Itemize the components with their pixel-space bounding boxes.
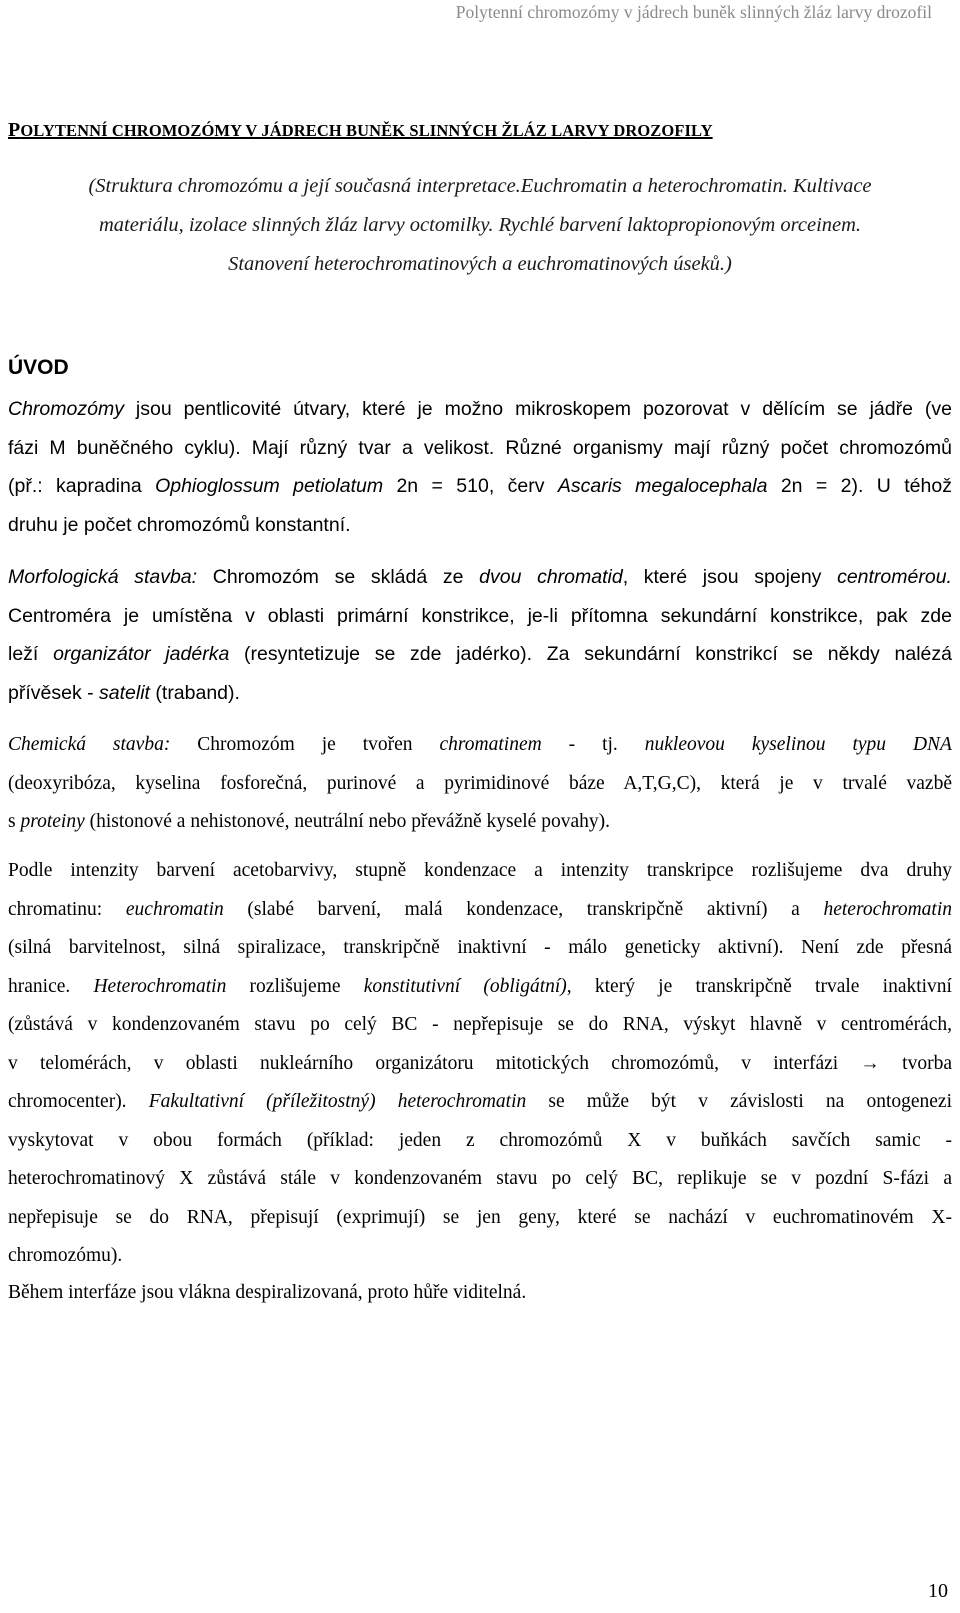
subtitle-line: materiálu, izolace slinných žláz larvy octomilky. Rychlé barvení laktopropionovým orceinem.: [98, 214, 862, 236]
text-line: [8, 1045, 952, 1084]
term: Morfologická stavba:: [8, 566, 198, 588]
text-line: [8, 968, 952, 1007]
term: Heterochromatin: [93, 975, 227, 997]
term: Fakultativní (příležitostný) heterochromatin: [148, 1091, 527, 1112]
term: dvou chromatid: [479, 566, 623, 588]
text-line: Centroméra je umístěna v oblasti primární konstrikce, je-li přítomna sekundární konstrikce, pak zde: [8, 604, 952, 627]
text: hranice.: [8, 975, 94, 997]
text-line: Během interfáze jsou vlákna despiralizovaná, proto hůře viditelná.: [8, 1281, 527, 1303]
text: (resyntetizuje se zde jadérko). Za sekundární konstrikcí se někdy nalézá: [229, 643, 952, 665]
document-title: [8, 119, 713, 142]
text: v telomérách, v oblasti nukleárního organizátoru mitotických chromozómů, v interfázi: [8, 1052, 861, 1074]
text-line: [8, 390, 952, 429]
text-line: [8, 891, 952, 930]
subtitle-line: (Struktura chromozómu a její současná interpretace.Euchromatin a heterochromatin. Kultivace: [88, 175, 872, 197]
text: chromocenter).: [8, 1091, 149, 1112]
text-line: [8, 674, 952, 713]
term: centromérou.: [837, 566, 952, 588]
species-name: Ascaris megalocephala: [557, 475, 768, 497]
text: Chromozóm je tvořen: [170, 734, 440, 755]
text-line: [8, 558, 952, 597]
section-heading-intro: ÚVOD: [8, 356, 69, 379]
term: Chromozómy: [8, 398, 124, 420]
paragraph-morphology: [8, 558, 952, 712]
paragraph-chemistry: [8, 726, 952, 842]
term: satelit: [99, 681, 150, 704]
text: chromatinu:: [8, 898, 126, 920]
text-line: druhu je počet chromozómů konstantní.: [8, 513, 351, 536]
text-line: nepřepisuje se do RNA, přepisují (exprimují) se jen geny, které se nachází v euchromatinovém X-: [8, 1206, 952, 1228]
running-header: Polytenní chromozómy v jádrech buněk slinných žláz larvy drozofil: [455, 2, 932, 22]
text-line: (deoxyribóza, kyselina fosforečná, purinové a pyrimidinové báze A,T,G,C), která je v trvalé vazbě: [8, 772, 952, 794]
text: s: [8, 811, 21, 832]
text-line: (silná barvitelnost, silná spiralizace, transkripčně inaktivní - málo geneticky aktivní). Není zde přesná: [8, 937, 952, 958]
term: Chemická stavba:: [8, 734, 171, 755]
page-number: 10: [928, 1580, 948, 1602]
term: organizátor jadérka: [53, 643, 230, 665]
term: heterochromatin: [823, 898, 953, 920]
text-line: (zůstává v kondenzovaném stavu po celý BC - nepřepisuje se do RNA, výskyt hlavně v centromérách,: [8, 1014, 952, 1035]
subtitle-line: Stanovení heterochromatinových a euchromatinových úseků.): [228, 253, 732, 275]
term: nukleovou kyselinou typu DNA: [644, 734, 952, 755]
species-name: Ophioglossum petiolatum: [155, 475, 384, 497]
text: (slabé barvení, malá kondenzace, transkripčně aktivní) a: [223, 898, 824, 920]
text: (traband).: [149, 681, 240, 704]
text: Chromozóm se skládá ze: [197, 566, 480, 588]
title-initial: P: [8, 119, 21, 141]
paragraph-chromatin-types: [8, 852, 952, 1310]
text-line: [8, 467, 952, 506]
text: 2n = 510, červ: [383, 475, 558, 497]
text: 2n = 2). U téhož: [767, 475, 952, 497]
text-line: fázi M buněčného cyklu). Mají různý tvar a velikost. Různé organismy mají různý počet chromozómů: [8, 436, 952, 459]
text: přívěsek -: [8, 681, 100, 704]
text: leží: [8, 643, 54, 665]
text: - tj.: [541, 734, 645, 755]
term: proteiny: [20, 811, 85, 832]
text: (histonové a nehistonové, neutrální nebo převážně kyselé povahy).: [84, 811, 610, 832]
text-line: [8, 726, 952, 765]
term: euchromatin: [125, 898, 224, 920]
text-line: [8, 1083, 952, 1122]
arrow-right-icon: →: [860, 1052, 880, 1074]
text-line: Podle intenzity barvení acetobarvivy, stupně kondenzace a intenzity transkripce rozlišujeme dva druhy: [8, 860, 952, 881]
text: jsou pentlicovité útvary, které je možno mikroskopem pozorovat v dělícím se jádře (ve: [123, 398, 952, 420]
title-rest: OLYTENNÍ CHROMOZÓMY V JÁDRECH BUNĚK SLINNÝCH ŽLÁZ LARVY DROZOFILY: [20, 121, 713, 140]
text-line: [8, 635, 952, 674]
text-line: chromozómu).: [8, 1245, 123, 1266]
text-line: vyskytovat v obou formách (příklad: jeden z chromozómů X v buňkách savčích samic -: [8, 1129, 952, 1151]
text: , které jsou spojeny: [622, 566, 838, 588]
term: konstitutivní (obligátní): [363, 975, 567, 997]
text: tvorba: [879, 1052, 952, 1074]
text-line: [8, 803, 952, 842]
text: se může být v závislosti na ontogenezi: [526, 1091, 952, 1112]
text-line: heterochromatinový X zůstává stále v kondenzovaném stavu po celý BC, replikuje se v pozdní S-fázi a: [8, 1168, 952, 1189]
document-subtitle: [8, 167, 952, 284]
paragraph-chromosomes: [8, 390, 952, 544]
text: rozlišujeme: [226, 975, 364, 997]
text: (př.: kapradina: [8, 475, 156, 497]
term: chromatinem: [439, 734, 542, 755]
text: , který je transkripčně trvale inaktivní: [566, 975, 952, 997]
